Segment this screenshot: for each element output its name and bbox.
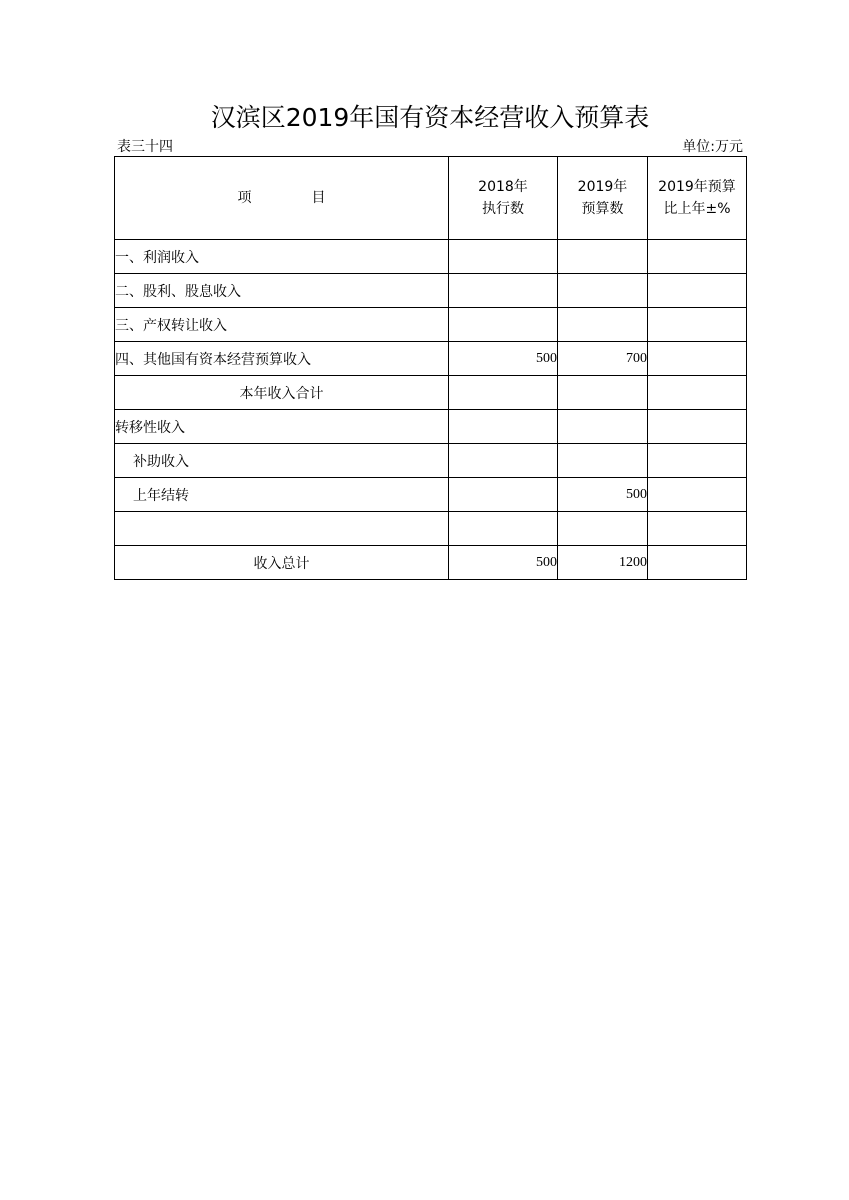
header-2019-line2: 预算数 — [581, 201, 624, 217]
header-item — [115, 157, 449, 240]
row-item: 三、产权转让收入 — [115, 308, 449, 342]
row-item: 四、其他国有资本经营预算收入 — [115, 342, 449, 376]
row-2019-budget — [558, 240, 648, 274]
row-item: 本年收入合计 — [115, 376, 449, 410]
row-2019-budget — [558, 274, 648, 308]
row-item: 上年结转 — [115, 478, 449, 512]
header-2019-line1: 2019年 — [577, 179, 628, 195]
header-change-line1: 2019年预算 — [658, 179, 736, 195]
row-change — [648, 444, 747, 478]
row-2018-exec — [449, 512, 558, 546]
row-item: 补助收入 — [115, 444, 449, 478]
row-2018-exec: 500 — [449, 342, 558, 376]
row-2018-exec — [449, 478, 558, 512]
row-change — [648, 342, 747, 376]
row-item: 转移性收入 — [115, 410, 449, 444]
row-item: 二、股利、股息收入 — [115, 274, 449, 308]
header-2018-exec — [449, 157, 558, 240]
table-row-total — [115, 546, 747, 580]
budget-table — [114, 156, 747, 580]
row-2019-budget — [558, 376, 648, 410]
header-2019-budget — [558, 157, 648, 240]
header-change — [648, 157, 747, 240]
row-item: 收入总计 — [115, 546, 449, 580]
table-row-empty — [115, 512, 747, 546]
row-item — [115, 512, 449, 546]
row-change — [648, 308, 747, 342]
table-row — [115, 274, 747, 308]
table-row — [115, 444, 747, 478]
row-2019-budget — [558, 308, 648, 342]
row-2018-exec — [449, 376, 558, 410]
row-2018-exec: 500 — [449, 546, 558, 580]
header-change-line2: 比上年±% — [663, 201, 731, 217]
row-2019-budget: 500 — [558, 478, 648, 512]
row-2018-exec — [449, 444, 558, 478]
row-2018-exec — [449, 410, 558, 444]
table-row-subtotal — [115, 376, 747, 410]
row-change — [648, 478, 747, 512]
table-number: 表三十四 — [117, 139, 173, 155]
row-2018-exec — [449, 240, 558, 274]
row-2018-exec — [449, 308, 558, 342]
row-change — [648, 546, 747, 580]
header-2018-line1: 2018年 — [478, 179, 528, 195]
row-2019-budget: 1200 — [558, 546, 648, 580]
header-2018-line2: 执行数 — [482, 201, 524, 217]
header-item-char-2: 目 — [311, 190, 326, 206]
table-row — [115, 410, 747, 444]
header-item-char-1: 项 — [237, 190, 252, 206]
unit-label: 单位:万元 — [682, 139, 743, 155]
table-row — [115, 240, 747, 274]
row-2018-exec — [449, 274, 558, 308]
table-row — [115, 308, 747, 342]
row-change — [648, 274, 747, 308]
table-row — [115, 342, 747, 376]
header-row — [115, 157, 747, 240]
row-2019-budget — [558, 410, 648, 444]
row-change — [648, 376, 747, 410]
page-title: 汉滨区2019年国有资本经营收入预算表 — [210, 103, 650, 132]
row-change — [648, 410, 747, 444]
row-2019-budget — [558, 512, 648, 546]
row-item: 一、利润收入 — [115, 240, 449, 274]
row-change — [648, 512, 747, 546]
row-2019-budget — [558, 444, 648, 478]
row-change — [648, 240, 747, 274]
row-2019-budget: 700 — [558, 342, 648, 376]
table-row — [115, 478, 747, 512]
